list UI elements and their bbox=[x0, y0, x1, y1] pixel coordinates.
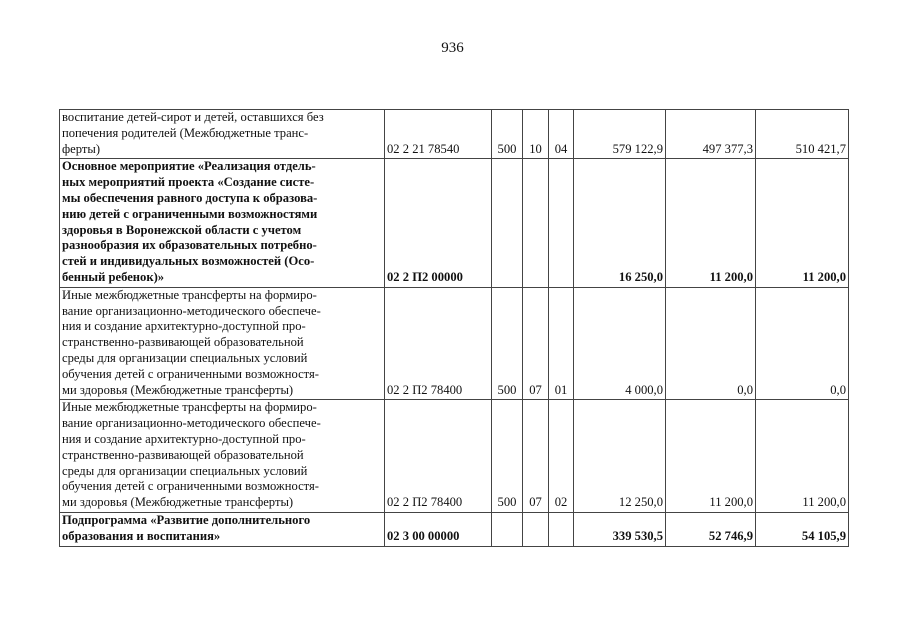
description-line: странственно-развивающей образовательной bbox=[62, 447, 304, 462]
row-description bbox=[60, 159, 385, 287]
description-line: странственно-развивающей образовательной bbox=[62, 335, 304, 350]
amount-year-1: 16 250,0 bbox=[574, 159, 666, 287]
table-body bbox=[60, 110, 849, 547]
description-line: воспитание детей-сирот и детей, оставшихся без bbox=[62, 110, 324, 124]
description-line: ния и создание архитектурно-доступной про- bbox=[62, 431, 306, 446]
table-row bbox=[60, 287, 849, 400]
description-line: Иные межбюджетные трансферты на формиро- bbox=[62, 400, 317, 415]
description-line: среды для организации специальных условий bbox=[62, 463, 308, 478]
amount-year-1: 579 122,9 bbox=[574, 110, 666, 159]
row-description bbox=[60, 512, 385, 546]
description-line: обучения детей с ограниченными возможностя- bbox=[62, 366, 320, 381]
description-line: разнообразия их образовательных потребно- bbox=[62, 238, 317, 253]
subsection-code bbox=[549, 512, 574, 546]
description-line: Основное мероприятие «Реализация отдель- bbox=[62, 159, 316, 174]
description-line: ных мероприятий проекта «Создание систе- bbox=[62, 175, 315, 190]
description-line: бенный ребенок)» bbox=[62, 269, 165, 284]
expense-type-code: 500 bbox=[492, 287, 523, 400]
description-line: ми здоровья (Межбюджетные трансферты) bbox=[62, 495, 294, 510]
subsection-code: 04 bbox=[549, 110, 574, 159]
description-line: ми здоровья (Межбюджетные трансферты) bbox=[62, 382, 294, 397]
description-line: Подпрограмма «Развитие дополнительного bbox=[62, 512, 311, 527]
description-line: стей и индивидуальных возможностей (Осо- bbox=[62, 254, 315, 269]
amount-year-3: 510 421,7 bbox=[756, 110, 849, 159]
amount-year-2: 497 377,3 bbox=[666, 110, 756, 159]
target-article-code: 02 2 П2 78400 bbox=[385, 287, 492, 400]
amount-year-1: 12 250,0 bbox=[574, 400, 666, 513]
amount-year-2: 52 746,9 bbox=[666, 512, 756, 546]
target-article-code: 02 2 21 78540 bbox=[385, 110, 492, 159]
description-line: ферты) bbox=[62, 141, 101, 156]
section-code: 07 bbox=[523, 287, 549, 400]
expense-type-code bbox=[492, 159, 523, 287]
description-line: обучения детей с ограниченными возможностя- bbox=[62, 479, 320, 494]
table-row bbox=[60, 512, 849, 546]
amount-year-2: 11 200,0 bbox=[666, 400, 756, 513]
amount-year-3: 11 200,0 bbox=[756, 400, 849, 513]
amount-year-1: 4 000,0 bbox=[574, 287, 666, 400]
amount-year-3: 54 105,9 bbox=[756, 512, 849, 546]
section-code: 07 bbox=[523, 400, 549, 513]
description-line: вание организационно-методического обеспече- bbox=[62, 416, 321, 431]
target-article-code: 02 2 П2 78400 bbox=[385, 400, 492, 513]
description-line: ния и создание архитектурно-доступной про- bbox=[62, 319, 306, 334]
budget-table bbox=[59, 109, 849, 547]
row-description bbox=[60, 287, 385, 400]
subsection-code bbox=[549, 159, 574, 287]
description-line: нию детей с ограниченными возможностями bbox=[62, 206, 318, 221]
target-article-code: 02 2 П2 00000 bbox=[385, 159, 492, 287]
table-row bbox=[60, 159, 849, 287]
page-number: 936 bbox=[441, 40, 464, 56]
description-line: здоровья в Воронежской области с учетом bbox=[62, 222, 302, 237]
description-line: образования и воспитания» bbox=[62, 528, 221, 543]
expense-type-code: 500 bbox=[492, 400, 523, 513]
row-description bbox=[60, 110, 385, 159]
amount-year-3: 11 200,0 bbox=[756, 159, 849, 287]
subsection-code: 02 bbox=[549, 400, 574, 513]
description-line: мы обеспечения равного доступа к образова- bbox=[62, 190, 318, 205]
description-line: вание организационно-методического обеспече- bbox=[62, 303, 321, 318]
table-row bbox=[60, 400, 849, 513]
description-line: попечения родителей (Межбюджетные транс- bbox=[62, 125, 309, 140]
description-line: среды для организации специальных условий bbox=[62, 350, 308, 365]
amount-year-2: 0,0 bbox=[666, 287, 756, 400]
table-row bbox=[60, 110, 849, 159]
amount-year-1: 339 530,5 bbox=[574, 512, 666, 546]
section-code: 10 bbox=[523, 110, 549, 159]
row-description bbox=[60, 400, 385, 513]
amount-year-3: 0,0 bbox=[756, 287, 849, 400]
section-code bbox=[523, 159, 549, 287]
target-article-code: 02 3 00 00000 bbox=[385, 512, 492, 546]
amount-year-2: 11 200,0 bbox=[666, 159, 756, 287]
description-line: Иные межбюджетные трансферты на формиро- bbox=[62, 287, 317, 302]
section-code bbox=[523, 512, 549, 546]
expense-type-code bbox=[492, 512, 523, 546]
expense-type-code: 500 bbox=[492, 110, 523, 159]
subsection-code: 01 bbox=[549, 287, 574, 400]
